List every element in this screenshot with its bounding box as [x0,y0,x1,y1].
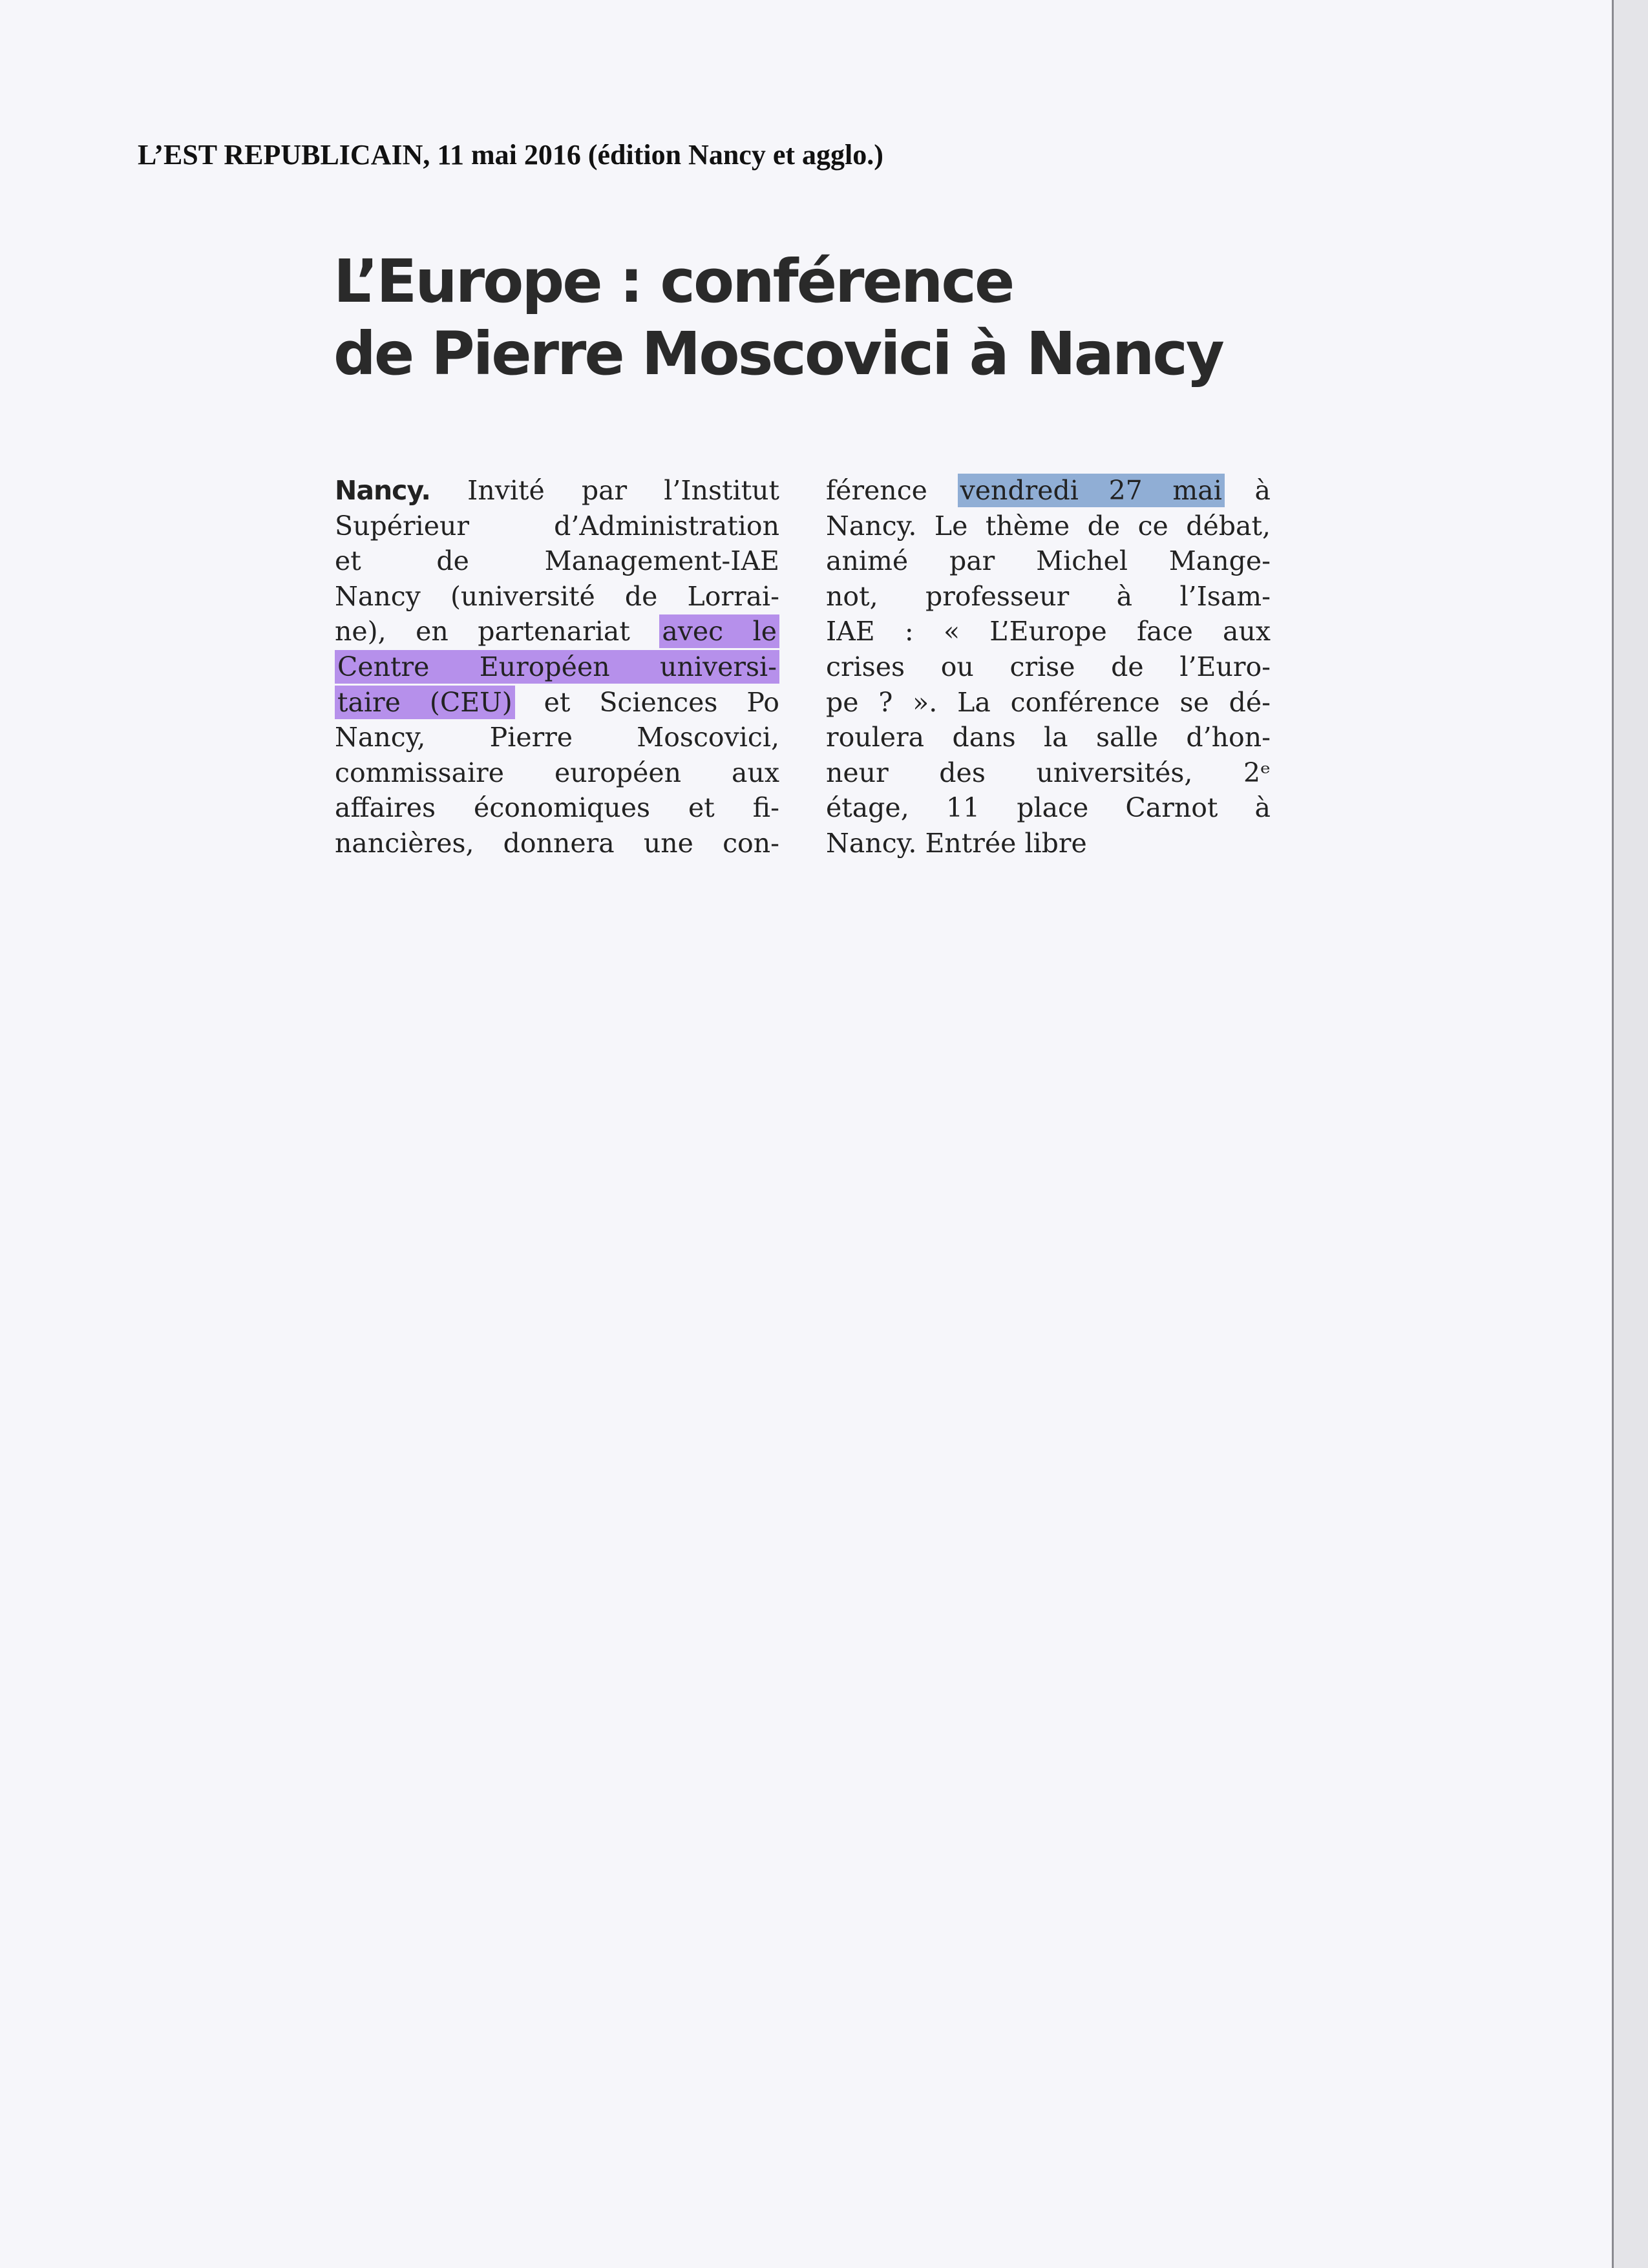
highlighted-text: avec le [659,614,779,648]
text-line: Nancy, Pierre Moscovici, [335,722,779,753]
dateline: Nancy. [335,475,431,506]
text-line: animé par Michel Mange- [826,545,1271,577]
text-line: Supérieur d’Administration [335,510,779,541]
text-line: IAE : « L’Europe face aux [826,616,1271,647]
text-line: Nancy. Invité par l’Institut [335,475,779,506]
text-line: ne), en partenariat avec le [335,614,779,649]
text-line: crises ou crise de l’Euro- [826,651,1271,682]
text-line: neur des universités, 2ᵉ [826,757,1271,788]
article-column-right [826,473,1271,861]
text-line: Nancy. Entrée libre [826,827,1087,859]
text-line: commissaire européen aux [335,757,779,788]
text-line: taire (CEU) et Sciences Po [335,685,779,720]
highlighted-date: vendredi 27 mai [958,474,1225,507]
text-line: not, professeur à l’Isam- [826,580,1271,612]
article-column-left [335,473,779,861]
headline-line-1: L’Europe : conférence [333,247,1013,316]
article-headline [333,246,1223,390]
text-line: férence vendredi 27 mai à [826,475,1271,506]
text-line: Nancy (université de Lorrai- [335,580,779,612]
text-line: affaires économiques et fi- [335,792,779,824]
headline-line-2: de Pierre Moscovici à Nancy [333,319,1223,388]
scan-page-edge [1612,0,1648,2268]
text-line: nancières, donnera une con- [335,827,779,859]
text-line: Nancy. Le thème de ce débat, [826,510,1271,541]
text-line: pe ? ». La conférence se dé- [826,686,1271,718]
highlighted-text: taire (CEU) [335,686,515,719]
source-citation: L’EST REPUBLICAIN, 11 mai 2016 (édition Nancy et agglo.) [138,139,883,171]
text-line: étage, 11 place Carnot à [826,792,1271,824]
text-line [335,649,779,685]
text-line: et de Management-IAE [335,545,779,577]
highlighted-text: Centre Européen universi- [335,650,779,684]
text-line: roulera dans la salle d’hon- [826,722,1271,753]
